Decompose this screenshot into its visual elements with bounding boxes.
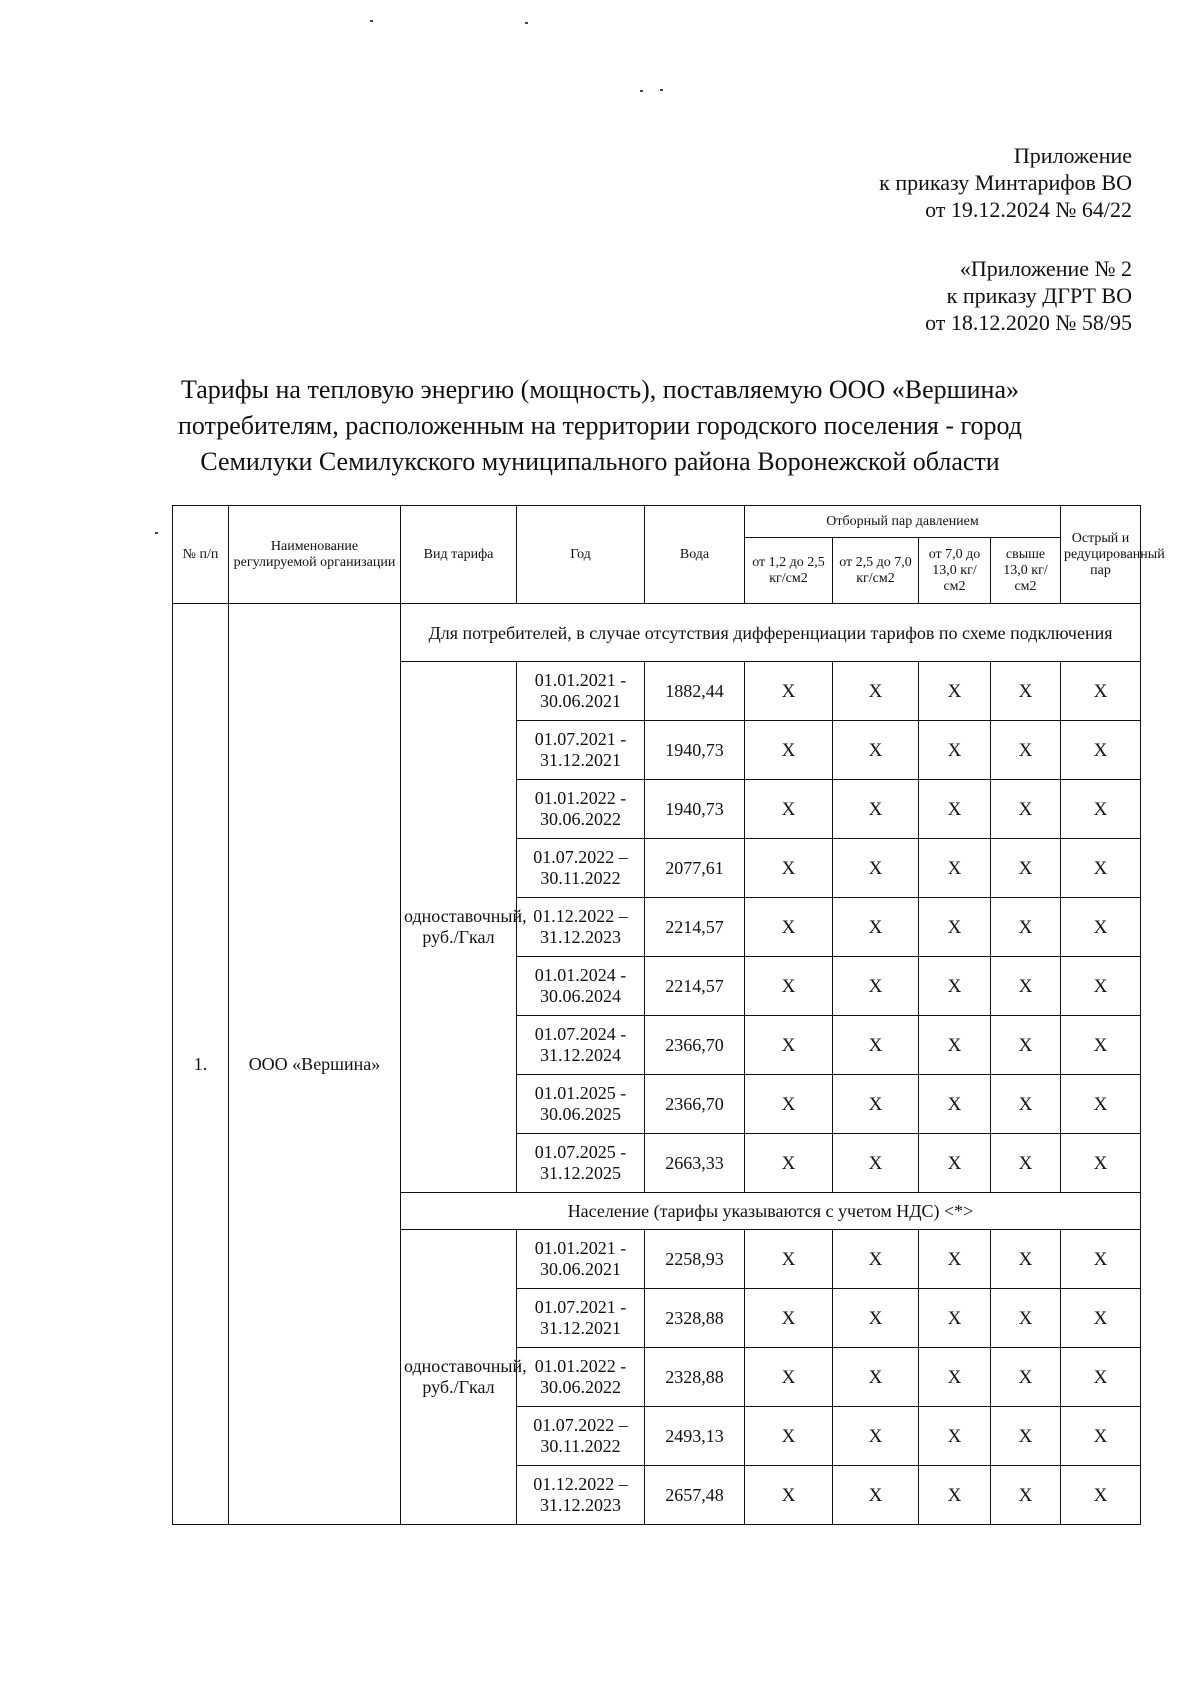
water-value: 2328,88 xyxy=(645,1289,745,1348)
x-mark: X xyxy=(745,839,833,898)
x-mark: X xyxy=(1061,1075,1141,1134)
period-cell: 01.07.2024 - 31.12.2024 xyxy=(517,1016,645,1075)
col-header-number: № п/п xyxy=(173,506,229,604)
x-mark: X xyxy=(745,1407,833,1466)
tariff-type-population: одноставочный, руб./Гкал xyxy=(401,1230,517,1525)
reference-header xyxy=(925,255,1132,336)
tariff-type-general: одноставочный, руб./Гкал xyxy=(401,662,517,1193)
x-mark: X xyxy=(1061,1407,1141,1466)
water-value: 2657,48 xyxy=(645,1466,745,1525)
period-cell: 01.12.2022 – 31.12.2023 xyxy=(517,1466,645,1525)
x-mark: X xyxy=(919,1289,991,1348)
col-header-steam-2: от 2,5 до 7,0 кг/см2 xyxy=(833,538,919,604)
x-mark: X xyxy=(745,898,833,957)
x-mark: X xyxy=(991,839,1061,898)
water-value: 2366,70 xyxy=(645,1016,745,1075)
x-mark: X xyxy=(991,1134,1061,1193)
period-cell: 01.01.2021 - 30.06.2021 xyxy=(517,662,645,721)
x-mark: X xyxy=(833,1075,919,1134)
x-mark: X xyxy=(991,721,1061,780)
x-mark: X xyxy=(745,1289,833,1348)
title-line: Семилуки Семилукского муниципального района Воронежской области xyxy=(200,447,1000,476)
reference-line: к приказу ДГРТ ВО xyxy=(946,283,1132,308)
x-mark: X xyxy=(1061,1289,1141,1348)
x-mark: X xyxy=(833,1016,919,1075)
x-mark: X xyxy=(919,1230,991,1289)
x-mark: X xyxy=(745,1348,833,1407)
scan-speck xyxy=(525,22,528,24)
x-mark: X xyxy=(991,1466,1061,1525)
water-value: 2366,70 xyxy=(645,1075,745,1134)
scan-speck xyxy=(660,89,663,91)
x-mark: X xyxy=(919,1407,991,1466)
x-mark: X xyxy=(745,780,833,839)
x-mark: X xyxy=(1061,780,1141,839)
x-mark: X xyxy=(1061,898,1141,957)
period-cell: 01.01.2022 - 30.06.2022 xyxy=(517,1348,645,1407)
x-mark: X xyxy=(919,898,991,957)
x-mark: X xyxy=(919,721,991,780)
tariff-table xyxy=(172,505,1165,1525)
x-mark: X xyxy=(991,1016,1061,1075)
water-value: 2328,88 xyxy=(645,1348,745,1407)
period-cell: 01.07.2022 – 30.11.2022 xyxy=(517,1407,645,1466)
x-mark: X xyxy=(991,1348,1061,1407)
x-mark: X xyxy=(745,1075,833,1134)
appendix-header xyxy=(879,142,1132,223)
reference-line: от 18.12.2020 № 58/95 xyxy=(925,310,1132,335)
row-number: 1. xyxy=(173,604,229,1525)
x-mark: X xyxy=(833,1466,919,1525)
x-mark: X xyxy=(919,839,991,898)
col-header-year: Год xyxy=(517,506,645,604)
appendix-line: Приложение xyxy=(1013,143,1132,168)
x-mark: X xyxy=(745,662,833,721)
x-mark: X xyxy=(833,1348,919,1407)
scan-speck xyxy=(155,532,158,534)
x-mark: X xyxy=(1061,1230,1141,1289)
period-cell: 01.01.2024 - 30.06.2024 xyxy=(517,957,645,1016)
x-mark: X xyxy=(745,957,833,1016)
col-header-steam-group: Отборный пар давлением xyxy=(745,506,1061,538)
x-mark: X xyxy=(919,1075,991,1134)
period-cell: 01.01.2022 - 30.06.2022 xyxy=(517,780,645,839)
period-cell: 01.07.2021 - 31.12.2021 xyxy=(517,1289,645,1348)
x-mark: X xyxy=(1061,1134,1141,1193)
x-mark: X xyxy=(833,1407,919,1466)
x-mark: X xyxy=(745,721,833,780)
x-mark: X xyxy=(833,1134,919,1193)
organization-name: ООО «Вершина» xyxy=(229,604,401,1525)
x-mark: X xyxy=(833,898,919,957)
period-cell: 01.12.2022 – 31.12.2023 xyxy=(517,898,645,957)
x-mark: X xyxy=(919,1016,991,1075)
x-mark: X xyxy=(991,957,1061,1016)
x-mark: X xyxy=(991,1289,1061,1348)
col-header-steam-4: свыше 13,0 кг/см2 xyxy=(991,538,1061,604)
title-line: Тарифы на тепловую энергию (мощность), поставляемую ООО «Вершина» xyxy=(181,375,1019,404)
x-mark: X xyxy=(919,662,991,721)
x-mark: X xyxy=(833,1289,919,1348)
x-mark: X xyxy=(919,1134,991,1193)
title-line: потребителям, расположенным на территории городского поселения - город xyxy=(177,411,1022,440)
x-mark: X xyxy=(833,839,919,898)
x-mark: X xyxy=(919,1466,991,1525)
x-mark: X xyxy=(745,1466,833,1525)
x-mark: X xyxy=(833,662,919,721)
scan-speck xyxy=(370,20,373,22)
col-header-steam-1: от 1,2 до 2,5 кг/см2 xyxy=(745,538,833,604)
x-mark: X xyxy=(1061,1348,1141,1407)
water-value: 2214,57 xyxy=(645,898,745,957)
period-cell: 01.01.2021 - 30.06.2021 xyxy=(517,1230,645,1289)
col-header-organization: Наименование регулируемой организации xyxy=(229,506,401,604)
water-value: 1882,44 xyxy=(645,662,745,721)
period-cell: 01.07.2021 - 31.12.2021 xyxy=(517,721,645,780)
x-mark: X xyxy=(1061,721,1141,780)
water-value: 2214,57 xyxy=(645,957,745,1016)
col-header-sharp-steam: Острый и редуцированный пар xyxy=(1061,506,1141,604)
x-mark: X xyxy=(991,662,1061,721)
period-cell: 01.01.2025 - 30.06.2025 xyxy=(517,1075,645,1134)
appendix-line: к приказу Минтарифов ВО xyxy=(879,170,1132,195)
x-mark: X xyxy=(1061,662,1141,721)
x-mark: X xyxy=(745,1230,833,1289)
x-mark: X xyxy=(991,1407,1061,1466)
col-header-tariff-type: Вид тарифа xyxy=(401,506,517,604)
water-value: 2077,61 xyxy=(645,839,745,898)
x-mark: X xyxy=(745,1134,833,1193)
x-mark: X xyxy=(991,1230,1061,1289)
x-mark: X xyxy=(991,1075,1061,1134)
x-mark: X xyxy=(1061,1466,1141,1525)
x-mark: X xyxy=(1061,957,1141,1016)
x-mark: X xyxy=(991,780,1061,839)
x-mark: X xyxy=(833,721,919,780)
x-mark: X xyxy=(919,780,991,839)
document-title xyxy=(100,372,1100,480)
water-value: 2663,33 xyxy=(645,1134,745,1193)
scan-speck xyxy=(640,90,643,92)
water-value: 1940,73 xyxy=(645,780,745,839)
x-mark: X xyxy=(745,1016,833,1075)
x-mark: X xyxy=(833,957,919,1016)
col-header-steam-3: от 7,0 до 13,0 кг/см2 xyxy=(919,538,991,604)
x-mark: X xyxy=(833,780,919,839)
col-header-water: Вода xyxy=(645,506,745,604)
period-cell: 01.07.2025 - 31.12.2025 xyxy=(517,1134,645,1193)
water-value: 2493,13 xyxy=(645,1407,745,1466)
reference-line: «Приложение № 2 xyxy=(959,256,1132,281)
x-mark: X xyxy=(991,898,1061,957)
section-heading-population: Население (тарифы указываются с учетом НДС) <*> xyxy=(401,1193,1141,1230)
x-mark: X xyxy=(1061,1016,1141,1075)
appendix-line: от 19.12.2024 № 64/22 xyxy=(925,197,1132,222)
water-value: 2258,93 xyxy=(645,1230,745,1289)
period-cell: 01.07.2022 – 30.11.2022 xyxy=(517,839,645,898)
water-value: 1940,73 xyxy=(645,721,745,780)
x-mark: X xyxy=(919,957,991,1016)
x-mark: X xyxy=(1061,839,1141,898)
x-mark: X xyxy=(919,1348,991,1407)
x-mark: X xyxy=(833,1230,919,1289)
section-heading-general: Для потребителей, в случае отсутствия дифференциации тарифов по схеме подключения xyxy=(401,604,1141,662)
